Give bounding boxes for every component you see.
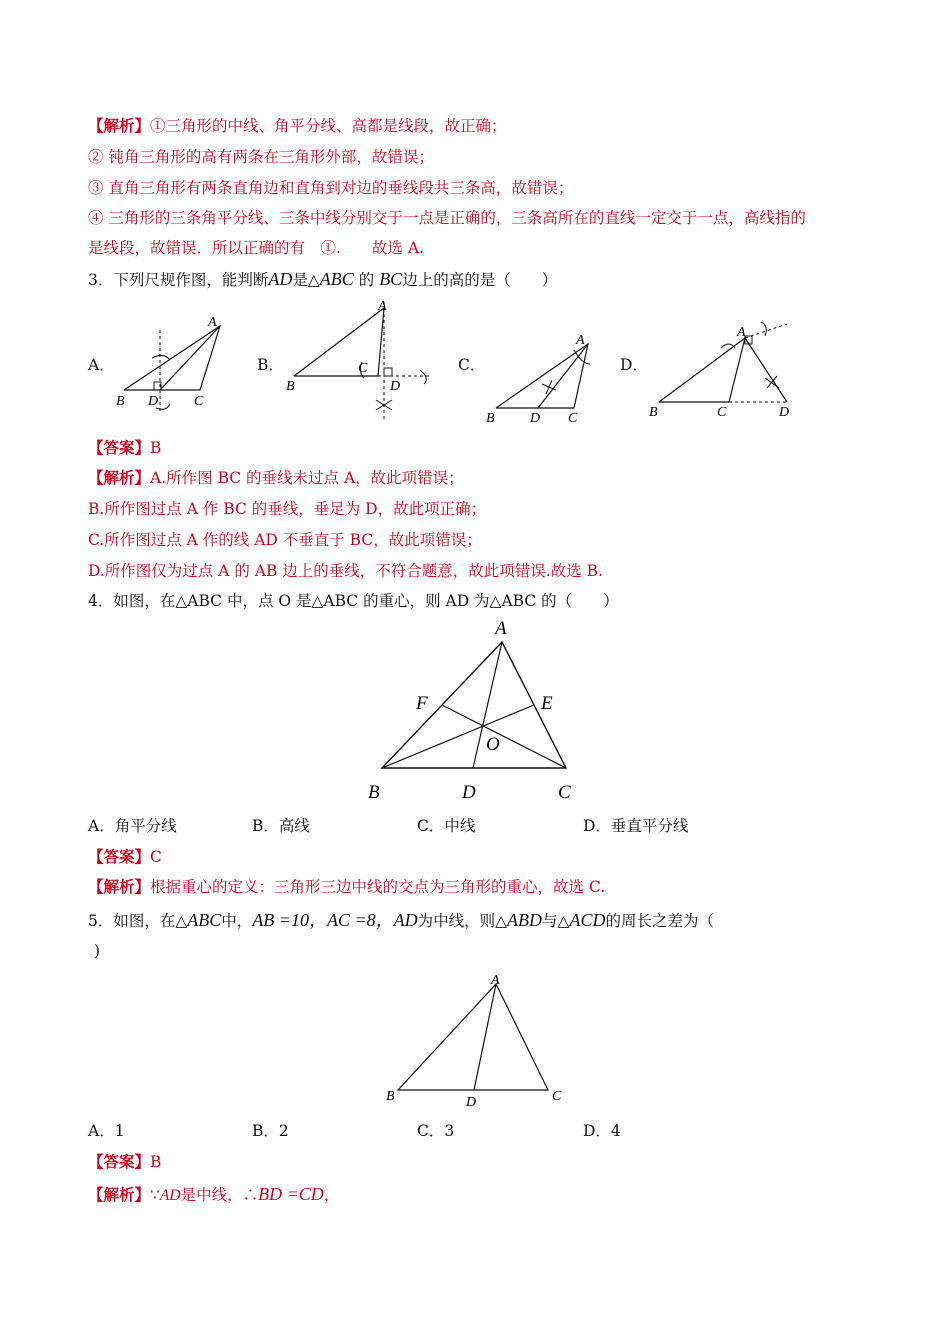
q3-analysis-line-2: B.所作图过点 A 作 BC 的垂线，垂足为 D，故此项正确； xyxy=(88,500,487,518)
svg-text:A: A xyxy=(378,299,387,314)
q3-answer xyxy=(88,437,161,459)
q3-option-b[interactable]: B． xyxy=(257,356,284,374)
q4-label-a: A xyxy=(495,618,507,639)
q5-stem-tail: 的周长之差为（ xyxy=(605,912,714,930)
q3-stem-tail: 边上的高的是（ ） xyxy=(402,271,558,289)
q3-analysis-line-4: D.所作图仅为过点 A 的 AB 边上的垂线，不符合题意，故此项错误.故选 B. xyxy=(88,562,603,580)
svg-text:A: A xyxy=(737,325,746,340)
q3-option-a[interactable]: A． xyxy=(88,356,115,374)
q5-option-d[interactable]: D．4 xyxy=(583,1122,621,1140)
therefore-symbol: ∴ xyxy=(242,1186,259,1204)
analysis-tag: 【解析】 xyxy=(88,468,151,487)
svg-text:D: D xyxy=(779,405,790,420)
q4-figure xyxy=(360,612,590,804)
svg-text:C: C xyxy=(358,361,368,376)
q5-stem-close: ) xyxy=(94,942,101,960)
q5-stem-abc: ABC xyxy=(187,910,222,930)
answer-tag: 【答案】 xyxy=(88,847,151,866)
q3-stem-of: 的 xyxy=(358,271,375,289)
q5-answer-value: B xyxy=(150,1153,162,1171)
q4-answer xyxy=(88,846,162,868)
answer-tag: 【答案】 xyxy=(88,1152,151,1171)
q3-answer-value: B xyxy=(150,439,162,457)
svg-text:B: B xyxy=(116,394,125,409)
q4-analysis-text: 根据重心的定义：三角形三边中线的交点为三角形的重心，故选 C. xyxy=(150,878,606,896)
q3-option-c[interactable]: C． xyxy=(458,356,486,374)
q2-analysis-line-1 xyxy=(88,115,507,137)
q4-label-f: F xyxy=(416,693,428,714)
q5-analysis-eq: BD =CD xyxy=(258,1184,324,1204)
svg-text:B: B xyxy=(649,405,658,420)
q2-analysis-line-3: ③ 直角三角形有两条直角边和直角到对边的垂线段共三条高，故错误； xyxy=(88,179,574,197)
q5-stem xyxy=(88,909,714,932)
q5-stem-ac: AC =8， xyxy=(326,910,394,930)
q5-stem-and: 与△ xyxy=(542,912,570,930)
svg-text:C: C xyxy=(194,394,204,409)
q3-stem-bc: BC xyxy=(379,269,403,289)
q3-stem-text: 3．下列尺规作图，能判断 xyxy=(88,271,269,289)
q5-analysis-end: ， xyxy=(323,1186,340,1204)
q3-analysis-a: A.所作图 BC 的垂线未过点 A，故此项错误； xyxy=(150,469,464,487)
q5-option-b[interactable]: B．2 xyxy=(252,1122,289,1140)
q2-analysis-line-4: ④ 三角形的三条角平分线、三条中线分别交于一点是正确的，三条高所在的直线一定交于一点，高线指的 xyxy=(88,209,806,227)
q3-analysis-line-3: C.所作图过点 A 作的线 AD 不垂直于 BC，故此项错误； xyxy=(88,531,482,549)
q3-stem-ad: AD xyxy=(268,269,293,289)
q4-option-a[interactable]: A．角平分线 xyxy=(88,817,177,835)
q5-option-c[interactable]: C．3 xyxy=(417,1122,455,1140)
q3-figure-c xyxy=(482,328,602,428)
q4-stem: 4．如图，在△ABC 中，点 O 是△ABC 的重心，则 AD 为△ABC 的（ ） xyxy=(88,592,619,610)
q2-analysis-text-1: ①三角形的中线、角平分线、高都是线段，故正确； xyxy=(150,117,507,135)
q5-stem-median: 为中线，则△ xyxy=(417,912,508,930)
analysis-tag: 【解析】 xyxy=(88,1185,151,1204)
svg-text:B: B xyxy=(386,1089,395,1104)
svg-text:C: C xyxy=(717,405,727,420)
because-symbol: ∵ xyxy=(150,1186,160,1204)
q4-answer-value: C xyxy=(150,848,162,866)
q4-label-c: C xyxy=(558,782,571,803)
q3-stem-abc: ABC xyxy=(319,269,354,289)
q2-analysis-line-5: 是线段，故错误．所以正确的有 ①. 故选 A. xyxy=(88,239,424,257)
svg-text:D: D xyxy=(390,379,401,394)
svg-text:D: D xyxy=(148,394,159,409)
q4-label-d: D xyxy=(462,782,476,803)
analysis-tag: 【解析】 xyxy=(88,116,151,135)
q4-option-c[interactable]: C．中线 xyxy=(417,817,476,835)
svg-text:D: D xyxy=(530,411,541,426)
q3-option-d[interactable]: D． xyxy=(620,356,648,374)
q5-stem-abd: ABD xyxy=(507,910,543,930)
q5-stem-acd: ACD xyxy=(569,910,606,930)
q3-figure-d xyxy=(645,318,805,422)
svg-text:A: A xyxy=(576,333,585,348)
q4-option-b[interactable]: B．高线 xyxy=(252,817,310,835)
q4-analysis xyxy=(88,876,605,898)
q5-option-a[interactable]: A．1 xyxy=(88,1122,125,1140)
q5-stem-a: 5．如图，在△ xyxy=(88,912,188,930)
q3-figure-b xyxy=(280,296,440,422)
q4-label-b: B xyxy=(368,782,380,803)
svg-text:A: A xyxy=(208,315,217,330)
q5-analysis-ad: AD xyxy=(159,1187,181,1204)
svg-text:C: C xyxy=(568,411,578,426)
svg-text:A: A xyxy=(491,973,500,988)
q3-figure-a xyxy=(110,312,230,417)
q5-stem-mid: 中， xyxy=(221,912,253,930)
answer-tag: 【答案】 xyxy=(88,438,151,457)
q2-analysis-line-2: ② 钝角三角形的高有两条在三角形外部，故错误； xyxy=(88,148,434,166)
q3-analysis-line-1 xyxy=(88,467,464,489)
q5-answer xyxy=(88,1151,161,1173)
svg-text:B: B xyxy=(286,379,295,394)
q4-label-o: O xyxy=(486,734,500,755)
q5-stem-ad: AD xyxy=(393,910,418,930)
analysis-tag: 【解析】 xyxy=(88,877,151,896)
q5-figure xyxy=(382,968,572,1112)
q3-stem xyxy=(88,268,557,291)
svg-text:C: C xyxy=(552,1089,562,1104)
svg-text:D: D xyxy=(466,1095,477,1110)
q5-analysis-median: 是中线， xyxy=(180,1186,243,1204)
q3-stem-is: 是△ xyxy=(292,271,320,289)
q4-option-d[interactable]: D．垂直平分线 xyxy=(583,817,689,835)
q5-analysis xyxy=(88,1183,339,1207)
svg-text:B: B xyxy=(486,411,495,426)
q4-label-e: E xyxy=(541,693,553,714)
q5-stem-ab: AB =10， xyxy=(252,910,327,930)
